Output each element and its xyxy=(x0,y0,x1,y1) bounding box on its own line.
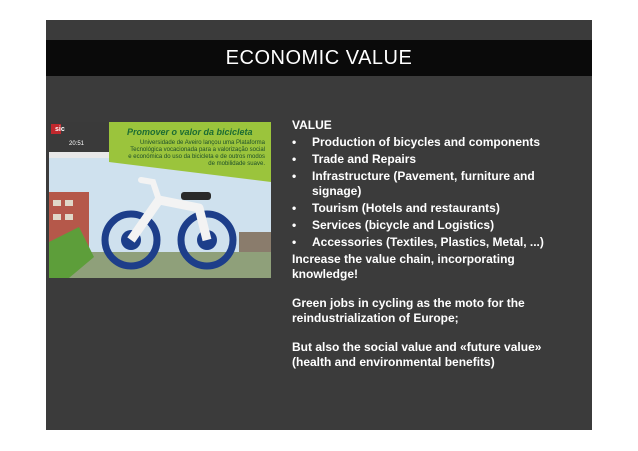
value-chain-paragraph: Increase the value chain, incorporating knowledge! xyxy=(292,252,515,281)
list-item xyxy=(292,169,582,199)
value-list xyxy=(292,135,582,250)
list-item-text: Accessories (Textiles, Plastics, Metal, ...) xyxy=(312,235,544,249)
list-item-text: Production of bicycles and components xyxy=(312,135,541,149)
social-value-paragraph: But also the social value and «future value» (health and environmental benefits) xyxy=(292,340,542,369)
list-item xyxy=(292,152,582,167)
list-item-text: Infrastructure (Pavement, furniture and signage) xyxy=(312,169,535,198)
list-item-text: Tourism (Hotels and restaurants) xyxy=(312,201,500,215)
bullet-icon: • xyxy=(292,135,297,149)
list-item xyxy=(292,135,582,150)
list-item-text: Trade and Repairs xyxy=(312,152,417,166)
bullet-icon: • xyxy=(292,201,297,215)
slide-content xyxy=(292,118,582,370)
bullet-icon: • xyxy=(292,152,297,166)
photo-channel-logo: sic xyxy=(55,126,65,133)
photo-headline: Promover o valor da bicicleta xyxy=(127,127,253,137)
bicycle-photo xyxy=(49,122,271,278)
title-bar xyxy=(46,40,592,76)
photo-time: 20:51 xyxy=(69,141,85,147)
green-jobs-paragraph: Green jobs in cycling as the moto for the reindustrialization of Europe; xyxy=(292,296,525,325)
slide xyxy=(46,20,592,430)
list-item xyxy=(292,235,582,250)
list-item-text: Services (bicycle and Logistics) xyxy=(312,218,495,232)
list-item xyxy=(292,201,582,216)
list-item xyxy=(292,218,582,233)
bullet-icon: • xyxy=(292,169,297,183)
bullet-icon: • xyxy=(292,235,297,249)
photo-caption: Universidade de Aveiro lançou uma Plataforma Tecnológica vocacionada para a valorização social e económica do uso da bicicleta e de outros modos de mobilidade suave. xyxy=(128,140,265,167)
slide-title: ECONOMIC VALUE xyxy=(225,46,413,69)
bullet-icon: • xyxy=(292,218,297,232)
value-heading: VALUE xyxy=(292,118,332,132)
